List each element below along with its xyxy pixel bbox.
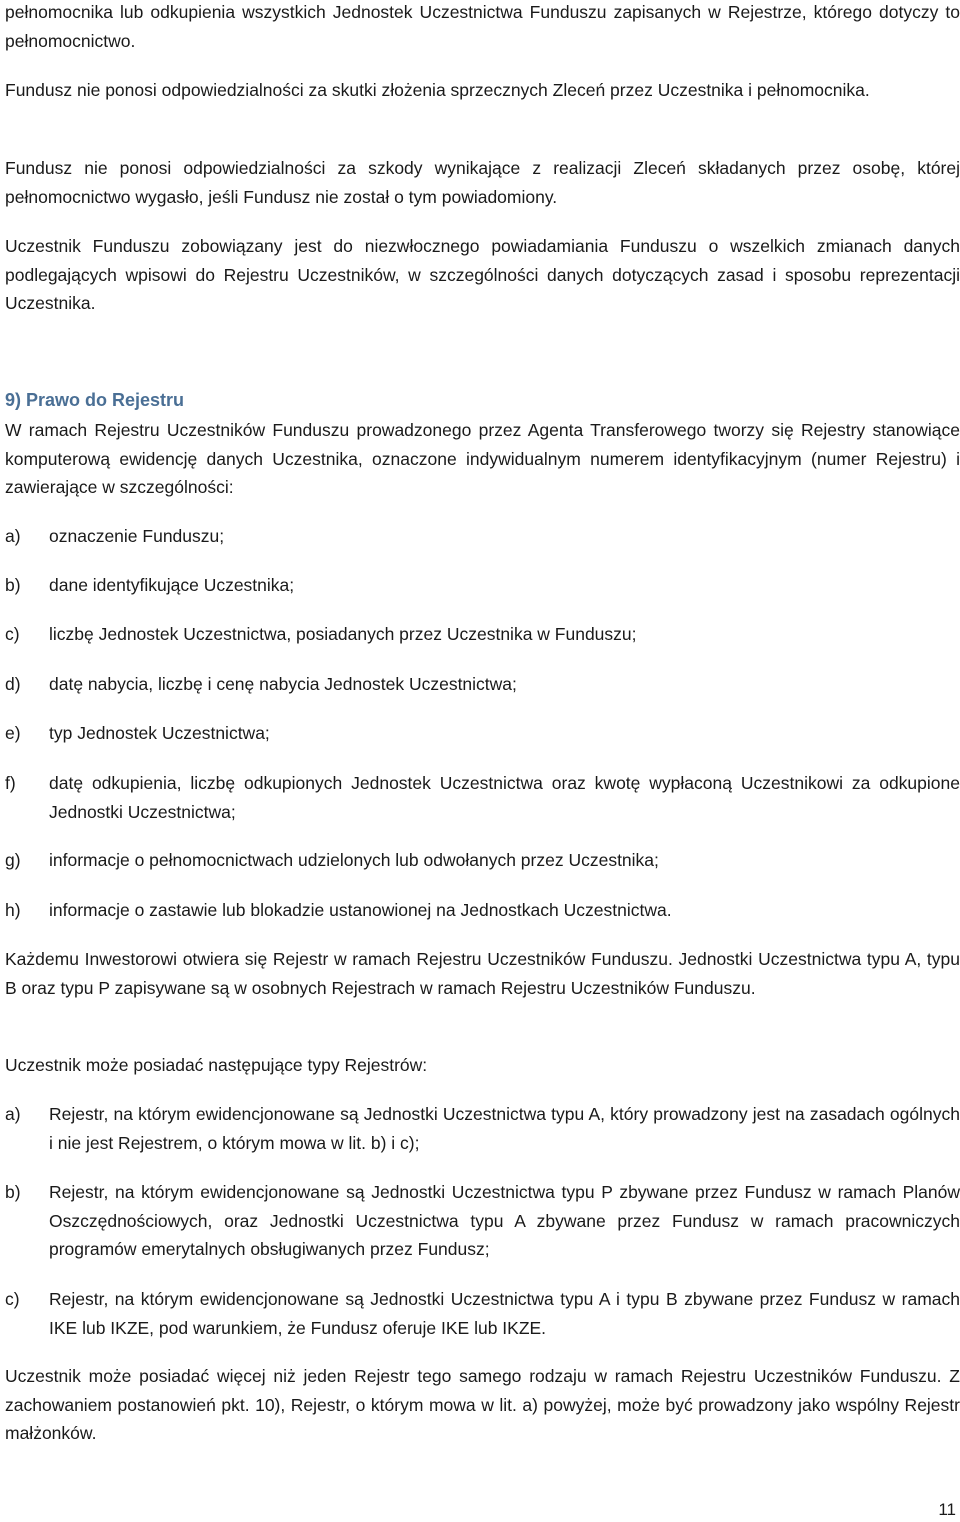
list-marker: h) (5, 900, 21, 920)
list-marker: b) (5, 1182, 21, 1202)
list-item-text: informacje o pełnomocnictwach udzielonych lub odwołanych przez Uczestnika; (49, 850, 659, 870)
list-marker: c) (5, 1289, 20, 1309)
list-item-text: Rejestr, na którym ewidencjonowane są Jednostki Uczestnictwa typu P zbywane przez Fundusz w ramach Planów Oszczędnościowych, oraz Jednostki Uczestnictwa typu A zbywane przez Fundusz w ramach pracowniczych programów emerytalnych obsługiwanych przez Fundusz; (49, 1182, 960, 1259)
list-marker: a) (5, 1104, 21, 1124)
list-item-text: datę odkupienia, liczbę odkupionych Jednostek Uczestnictwa oraz kwotę wypłaconą Uczestnikowi za odkupione Jednostki Uczestnictwa; (49, 773, 960, 822)
list-marker: a) (5, 526, 21, 546)
register-type-item (5, 1285, 960, 1342)
list-item-text: typ Jednostek Uczestnictwa; (49, 723, 270, 743)
list-item (5, 846, 960, 875)
list-item (5, 522, 960, 551)
section-heading: 9) Prawo do Rejestru (5, 390, 185, 410)
list-marker: g) (5, 850, 21, 870)
list-marker: c) (5, 624, 20, 644)
list-item-text: datę nabycia, liczbę i cenę nabycia Jednostek Uczestnictwa; (49, 674, 517, 694)
paragraph-register-types-intro: Uczestnik może posiadać następujące typy Rejestrów: (5, 1055, 428, 1075)
list-item-text: Rejestr, na którym ewidencjonowane są Jednostki Uczestnictwa typu A, który prowadzony jest na zasadach ogólnych i nie jest Rejestrem, o którym mowa w lit. b) i c); (49, 1104, 960, 1153)
paragraph-conflicting-orders: Fundusz nie ponosi odpowiedzialności za skutki złożenia sprzecznych Zleceń przez Uczestnika i pełnomocnika. (5, 80, 870, 100)
list-item (5, 670, 960, 699)
register-type-item (5, 1100, 960, 1157)
list-item-text: dane identyfikujące Uczestnika; (49, 575, 295, 595)
list-item-text: informacje o zastawie lub blokadzie ustanowionej na Jednostkach Uczestnictwa. (49, 900, 672, 920)
paragraph-participant-obligation: Uczestnik Funduszu zobowiązany jest do niezwłocznego powiadamiania Funduszu o wszelkich zmianach danych podlegających wpisowi do Rejestru Uczestników, w szczególności danych dotyczących zasad i sposobu reprezentacji Uczestnika. (5, 236, 960, 313)
list-item-text: Rejestr, na którym ewidencjonowane są Jednostki Uczestnictwa typu A i typu B zbywane przez Fundusz w ramach IKE lub IKZE, pod warunkiem, że Fundusz oferuje IKE lub IKZE. (49, 1289, 960, 1338)
page-number: 11 (938, 1500, 956, 1519)
list-item-text: liczbę Jednostek Uczestnictwa, posiadanych przez Uczestnika w Funduszu; (49, 624, 637, 644)
list-item (5, 571, 960, 600)
paragraph-register-opening: Każdemu Inwestorowi otwiera się Rejestr w ramach Rejestru Uczestników Funduszu. Jednostki Uczestnictwa typu A, typu B oraz typu P zapisywane są w osobnych Rejestrach w ramach Rejestru Uczestników Funduszu. (5, 949, 960, 998)
paragraph-expired-proxy: Fundusz nie ponosi odpowiedzialności za szkody wynikające z realizacji Zleceń składanych przez osobę, której pełnomocnictwo wygasło, jeśli Fundusz nie został o tym powiadomiony. (5, 158, 960, 207)
list-marker: d) (5, 674, 21, 694)
paragraph-proxy-continuation: pełnomocnika lub odkupienia wszystkich Jednostek Uczestnictwa Funduszu zapisanych w Rejestrze, którego dotyczy to pełnomocnictwo. (5, 2, 960, 51)
register-type-item (5, 1178, 960, 1264)
list-marker: e) (5, 723, 21, 743)
list-item (5, 620, 960, 649)
list-marker: b) (5, 575, 21, 595)
list-item (5, 719, 960, 748)
list-item (5, 896, 960, 925)
paragraph-multiple-registers: Uczestnik może posiadać więcej niż jeden Rejestr tego samego rodzaju w ramach Rejestru Uczestników Funduszu. Z zachowaniem postanowień pkt. 10), Rejestr, o którym mowa w lit. a) powyżej, może być prowadzony jako wspólny Rejestr małżonków. (5, 1366, 960, 1443)
list-item (5, 769, 960, 826)
list-marker: f) (5, 773, 16, 793)
section-intro: W ramach Rejestru Uczestników Funduszu prowadzonego przez Agenta Transferowego tworzy się Rejestry stanowiące komputerową ewidencję danych Uczestnika, oznaczone indywidualnym numerem identyfikacyjnym (numer Rejestru) i zawierające w szczególności: (5, 420, 960, 497)
list-item-text: oznaczenie Funduszu; (49, 526, 225, 546)
